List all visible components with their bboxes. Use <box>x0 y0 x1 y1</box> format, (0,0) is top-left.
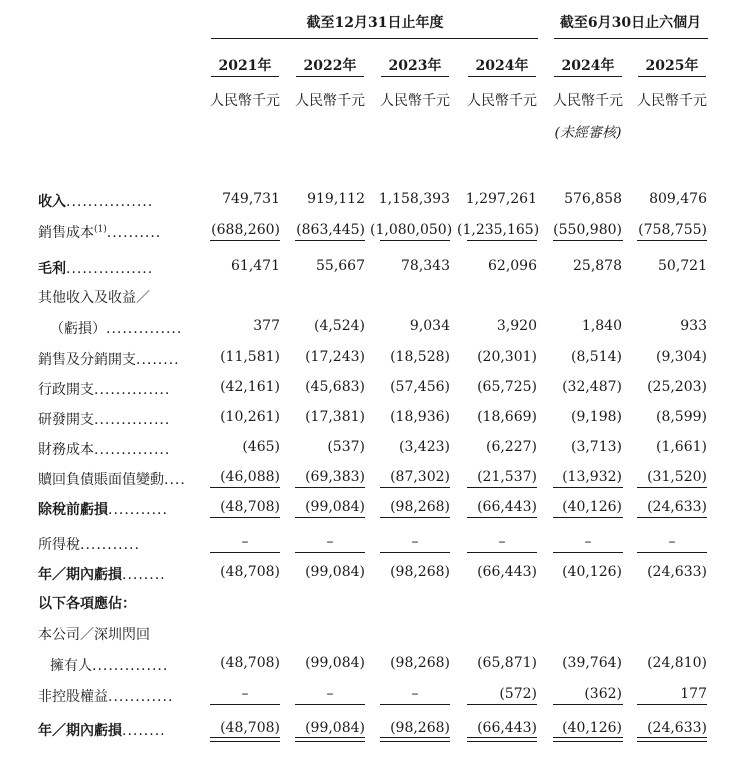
rule-after-loss-before-tax-5 <box>637 517 707 518</box>
rule-after-cost-of-sales-4 <box>553 240 623 241</box>
cell-value: (42,161) <box>220 379 280 395</box>
rule-after-cost-of-sales-5 <box>637 240 707 241</box>
rule-after-cost-of-sales-0 <box>210 240 280 241</box>
header-year-1: 2022年 <box>303 58 357 74</box>
double-rule-top-1 <box>295 737 365 738</box>
row-label: 銷售及分銷開支........ <box>38 352 180 368</box>
rule-after-loss-before-tax-1 <box>295 517 365 518</box>
rule-after-redemption-change-3 <box>467 487 537 488</box>
cell-value: (31,520) <box>647 469 707 485</box>
cell-value: (21,537) <box>477 469 537 485</box>
header-group-rule-right <box>554 38 708 39</box>
cell-value: 3,920 <box>496 318 537 334</box>
rule-after-loss-before-tax-4 <box>553 517 623 518</box>
row-label: （虧損）.............. <box>50 321 183 337</box>
row-label: 銷售成本$^{(1)}$.......... <box>38 224 162 241</box>
rule-after-income-tax-2 <box>380 552 450 553</box>
double-rule-top-4 <box>553 737 623 738</box>
cell-value: (99,084) <box>305 720 365 736</box>
rule-after-income-tax-4 <box>553 552 623 553</box>
cell-value: (48,708) <box>220 564 280 580</box>
cell-value: (65,725) <box>477 379 537 395</box>
cell-value: 78,343 <box>401 258 450 274</box>
cell-value: (6,227) <box>485 439 537 455</box>
cell-value: (98,268) <box>390 564 450 580</box>
cell-value: – <box>584 534 592 550</box>
row-label: 以下各項應佔： <box>38 596 136 612</box>
cell-value: (8,514) <box>570 349 622 365</box>
header-unit-5: 人民幣千元 <box>637 93 707 109</box>
rule-after-income-tax-1 <box>295 552 365 553</box>
header-six-months-ended-jun-30: 截至6月30日止六個月 <box>559 15 702 31</box>
header-year-ended-dec-31: 截至12月31日止年度 <box>306 15 444 31</box>
rule-after-cost-of-sales-2 <box>380 240 450 241</box>
cell-value: (48,708) <box>220 499 280 515</box>
cell-value: (9,304) <box>655 349 707 365</box>
cell-value: 25,878 <box>573 258 622 274</box>
cell-value: (40,126) <box>562 564 622 580</box>
row-label: 年／期內虧損........ <box>38 723 166 739</box>
cell-value: 62,096 <box>488 258 537 274</box>
rule-after-nci-5 <box>637 704 707 705</box>
cell-value: (13,932) <box>562 469 622 485</box>
cell-value: (99,084) <box>305 655 365 671</box>
cell-value: – <box>326 686 334 702</box>
cell-value: (20,301) <box>477 349 537 365</box>
header-year-rule-1 <box>296 76 364 77</box>
cell-value: (18,669) <box>477 409 537 425</box>
cell-value: (69,383) <box>305 469 365 485</box>
row-label: 非控股權益............ <box>38 689 174 705</box>
row-label: 擁有人.............. <box>50 658 169 674</box>
rule-after-redemption-change-4 <box>553 487 623 488</box>
header-unit-0: 人民幣千元 <box>210 93 280 109</box>
cell-value: (688,260) <box>211 222 280 238</box>
double-rule-bottom-2 <box>380 741 450 742</box>
rule-after-nci-0 <box>210 704 280 705</box>
header-year-4: 2024年 <box>561 58 615 74</box>
row-label: 贖回負債賬面值變動.... <box>38 472 186 488</box>
cell-value: (65,871) <box>477 655 537 671</box>
cell-value: (11,581) <box>220 349 280 365</box>
cell-value: (66,443) <box>477 720 537 736</box>
cell-value: (9,198) <box>570 409 622 425</box>
cell-value: (48,708) <box>220 720 280 736</box>
rule-after-nci-4 <box>553 704 623 705</box>
rule-after-redemption-change-1 <box>295 487 365 488</box>
rule-after-nci-2 <box>380 704 450 705</box>
double-rule-bottom-4 <box>553 741 623 742</box>
cell-value: (17,381) <box>305 409 365 425</box>
cell-value: (3,713) <box>570 439 622 455</box>
cell-value: (98,268) <box>390 499 450 515</box>
cell-value: 61,471 <box>231 258 280 274</box>
cell-value: (45,683) <box>305 379 365 395</box>
row-label: 其他收入及收益／ <box>38 290 150 306</box>
cell-value: (48,708) <box>220 655 280 671</box>
header-unit-4: 人民幣千元 <box>553 93 623 109</box>
header-year-rule-5 <box>638 76 706 77</box>
double-rule-bottom-0 <box>210 741 280 742</box>
cell-value: 809,476 <box>649 191 707 207</box>
cell-value: (18,528) <box>390 349 450 365</box>
rule-after-redemption-change-0 <box>210 487 280 488</box>
row-label: 本公司／深圳閃回 <box>38 627 150 643</box>
cell-value: – <box>411 534 419 550</box>
cell-value: (57,456) <box>390 379 450 395</box>
cell-value: (99,084) <box>305 564 365 580</box>
header-year-rule-2 <box>381 76 449 77</box>
cell-value: (24,633) <box>647 564 707 580</box>
double-rule-top-5 <box>637 737 707 738</box>
header-unit-3: 人民幣千元 <box>467 93 537 109</box>
rule-after-nci-3 <box>467 704 537 705</box>
cell-value: (3,423) <box>398 439 450 455</box>
double-rule-top-2 <box>380 737 450 738</box>
double-rule-top-3 <box>467 737 537 738</box>
header-year-2: 2023年 <box>388 58 442 74</box>
cell-value: 919,112 <box>307 191 365 207</box>
rule-after-loss-before-tax-0 <box>210 517 280 518</box>
cell-value: (66,443) <box>477 564 537 580</box>
row-label: 財務成本.............. <box>38 442 171 458</box>
cell-value: (99,084) <box>305 499 365 515</box>
cell-value: – <box>668 534 676 550</box>
cell-value: (32,487) <box>562 379 622 395</box>
cell-value: (1,235,165) <box>457 222 540 238</box>
cell-value: (572) <box>499 686 537 702</box>
cell-value: – <box>498 534 506 550</box>
double-rule-bottom-1 <box>295 741 365 742</box>
cell-value: 177 <box>680 686 707 702</box>
header-unit-1: 人民幣千元 <box>295 93 365 109</box>
double-rule-bottom-5 <box>637 741 707 742</box>
cell-value: (66,443) <box>477 499 537 515</box>
cell-value: 9,034 <box>409 318 450 334</box>
cell-value: (24,810) <box>647 655 707 671</box>
cell-value: (8,599) <box>655 409 707 425</box>
row-label: 年／期內虧損........ <box>38 567 166 583</box>
cell-value: (17,243) <box>305 349 365 365</box>
header-year-rule-3 <box>468 76 536 77</box>
row-label: 除稅前虧損........... <box>38 502 168 518</box>
rule-after-redemption-change-5 <box>637 487 707 488</box>
cell-value: 1,297,261 <box>465 191 537 207</box>
cell-value: (1,661) <box>655 439 707 455</box>
row-label: 毛利................ <box>38 261 154 277</box>
cell-value: (25,203) <box>647 379 707 395</box>
cell-value: (18,936) <box>390 409 450 425</box>
rule-after-income-tax-3 <box>467 552 537 553</box>
cell-value: (87,302) <box>390 469 450 485</box>
cell-value: – <box>411 686 419 702</box>
cell-value: 55,667 <box>316 258 365 274</box>
cell-value: 749,731 <box>222 191 280 207</box>
cell-value: 1,840 <box>581 318 622 334</box>
cell-value: (362) <box>584 686 622 702</box>
row-label: 研發開支.............. <box>38 412 171 428</box>
header-year-rule-0 <box>211 76 279 77</box>
cell-value: – <box>326 534 334 550</box>
cell-value: (537) <box>327 439 365 455</box>
rule-after-loss-before-tax-3 <box>467 517 537 518</box>
row-label: 行政開支.............. <box>38 382 171 398</box>
cell-value: (1,080,050) <box>370 222 453 238</box>
cell-value: (98,268) <box>390 655 450 671</box>
cell-value: (550,980) <box>553 222 622 238</box>
header-unaudited-note: (未經審核) <box>554 125 622 141</box>
row-label: 收入................ <box>38 194 154 210</box>
double-rule-bottom-3 <box>467 741 537 742</box>
cell-value: (10,261) <box>220 409 280 425</box>
cell-value: (24,633) <box>647 720 707 736</box>
cell-value: 933 <box>680 318 707 334</box>
cell-value: (24,633) <box>647 499 707 515</box>
rule-after-loss-before-tax-2 <box>380 517 450 518</box>
double-rule-top-0 <box>210 737 280 738</box>
cell-value: (39,764) <box>562 655 622 671</box>
header-year-5: 2025年 <box>645 58 699 74</box>
cell-value: (40,126) <box>562 499 622 515</box>
row-label: 所得稅........... <box>38 537 140 553</box>
cell-value: (98,268) <box>390 720 450 736</box>
header-year-rule-4 <box>554 76 622 77</box>
cell-value: (46,088) <box>220 469 280 485</box>
cell-value: – <box>241 686 249 702</box>
header-year-3: 2024年 <box>475 58 529 74</box>
rule-after-cost-of-sales-1 <box>295 240 365 241</box>
cell-value: 576,858 <box>564 191 622 207</box>
cell-value: (40,126) <box>562 720 622 736</box>
cell-value: (863,445) <box>296 222 365 238</box>
cell-value: 50,721 <box>658 258 707 274</box>
rule-after-redemption-change-2 <box>380 487 450 488</box>
rule-after-income-tax-5 <box>637 552 707 553</box>
cell-value: (4,524) <box>313 318 365 334</box>
header-group-rule-left <box>211 38 538 39</box>
cell-value: (465) <box>242 439 280 455</box>
header-year-0: 2021年 <box>218 58 272 74</box>
cell-value: 1,158,393 <box>378 191 450 207</box>
rule-after-nci-1 <box>295 704 365 705</box>
cell-value: – <box>241 534 249 550</box>
rule-after-cost-of-sales-3 <box>467 240 537 241</box>
rule-after-income-tax-0 <box>210 552 280 553</box>
header-unit-2: 人民幣千元 <box>380 93 450 109</box>
cell-value: 377 <box>253 318 280 334</box>
cell-value: (758,755) <box>638 222 707 238</box>
